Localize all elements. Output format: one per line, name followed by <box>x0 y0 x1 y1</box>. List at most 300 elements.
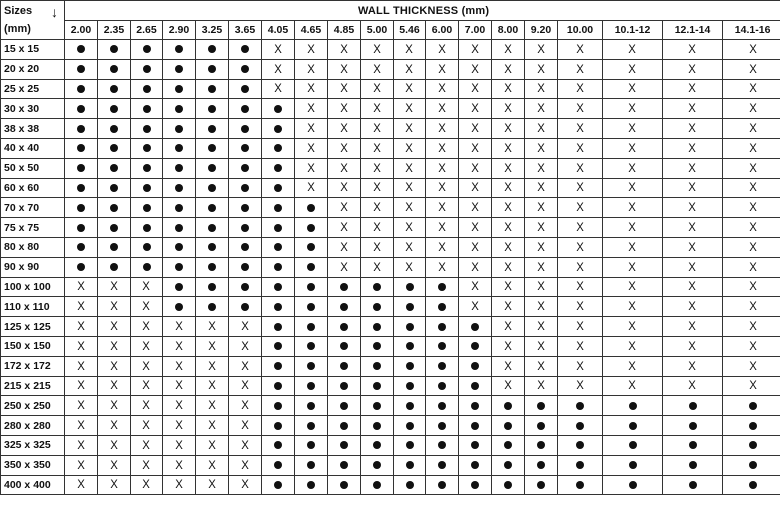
available-dot-icon <box>65 158 98 178</box>
available-dot-icon <box>262 218 295 238</box>
table-row <box>1 297 780 317</box>
available-dot-icon <box>426 297 459 317</box>
available-dot-icon <box>525 396 558 416</box>
size-label: 60 x 60 <box>1 178 65 198</box>
dot-icon <box>241 85 249 93</box>
x-mark: X <box>77 398 85 413</box>
available-dot-icon <box>163 79 196 99</box>
available-dot-icon <box>196 218 229 238</box>
not-available-cell <box>131 376 163 396</box>
x-mark: X <box>504 121 512 136</box>
available-dot-icon <box>295 396 328 416</box>
not-available-cell <box>163 455 196 475</box>
available-dot-icon <box>229 198 262 218</box>
available-dot-icon <box>361 396 394 416</box>
dot-icon <box>340 402 348 410</box>
available-dot-icon <box>723 475 780 495</box>
not-available-cell <box>723 317 780 337</box>
x-mark: X <box>340 160 348 175</box>
available-dot-icon <box>603 396 663 416</box>
not-available-cell <box>328 119 361 139</box>
available-dot-icon <box>663 455 723 475</box>
x-mark: X <box>241 319 249 334</box>
x-mark: X <box>576 101 584 116</box>
not-available-cell <box>131 277 163 297</box>
not-available-cell <box>723 198 780 218</box>
available-dot-icon <box>163 59 196 79</box>
size-label: 250 x 250 <box>1 396 65 416</box>
x-mark: X <box>688 259 697 274</box>
not-available-cell <box>328 198 361 218</box>
thickness-header-cell: 2.35 <box>98 21 131 40</box>
dot-icon <box>241 45 249 53</box>
x-mark: X <box>748 319 757 334</box>
available-dot-icon <box>295 455 328 475</box>
not-available-cell <box>394 40 426 60</box>
dot-icon <box>175 303 183 311</box>
x-mark: X <box>208 378 216 393</box>
dot-icon <box>406 283 414 291</box>
dot-icon <box>241 105 249 113</box>
not-available-cell <box>328 40 361 60</box>
not-available-cell <box>603 198 663 218</box>
not-available-cell <box>459 237 492 257</box>
x-mark: X <box>748 239 757 254</box>
not-available-cell <box>163 435 196 455</box>
dot-icon <box>110 164 118 172</box>
available-dot-icon <box>394 475 426 495</box>
dot-icon <box>471 461 479 469</box>
not-available-cell <box>394 59 426 79</box>
x-mark: X <box>504 81 512 96</box>
dot-icon <box>307 224 315 232</box>
dot-icon <box>143 144 151 152</box>
not-available-cell <box>663 356 723 376</box>
not-available-cell <box>196 416 229 436</box>
not-available-cell <box>394 79 426 99</box>
available-dot-icon <box>163 138 196 158</box>
x-mark: X <box>748 101 757 116</box>
dot-icon <box>373 461 381 469</box>
dot-icon <box>77 243 85 251</box>
dot-icon <box>175 243 183 251</box>
x-mark: X <box>504 279 512 294</box>
thickness-header-cell: 4.05 <box>262 21 295 40</box>
available-dot-icon <box>65 99 98 119</box>
dot-icon <box>307 461 315 469</box>
size-label: 100 x 100 <box>1 277 65 297</box>
dot-icon <box>749 461 757 469</box>
not-available-cell <box>229 356 262 376</box>
x-mark: X <box>628 41 637 56</box>
dot-icon <box>307 362 315 370</box>
not-available-cell <box>131 297 163 317</box>
dot-icon <box>576 461 584 469</box>
available-dot-icon <box>426 277 459 297</box>
size-label: 400 x 400 <box>1 475 65 495</box>
x-mark: X <box>208 319 216 334</box>
available-dot-icon <box>328 277 361 297</box>
x-mark: X <box>438 41 446 56</box>
not-available-cell <box>196 317 229 337</box>
x-mark: X <box>504 160 512 175</box>
x-mark: X <box>628 160 637 175</box>
x-mark: X <box>688 81 697 96</box>
not-available-cell <box>663 257 723 277</box>
x-mark: X <box>110 418 118 433</box>
not-available-cell <box>196 475 229 495</box>
dot-icon <box>340 382 348 390</box>
x-mark: X <box>142 477 151 492</box>
not-available-cell <box>603 59 663 79</box>
not-available-cell <box>131 475 163 495</box>
dot-icon <box>77 105 85 113</box>
not-available-cell <box>603 336 663 356</box>
dot-icon <box>307 283 315 291</box>
size-label: 280 x 280 <box>1 416 65 436</box>
available-dot-icon <box>328 336 361 356</box>
x-mark: X <box>537 41 545 56</box>
dot-icon <box>438 481 446 489</box>
dot-icon <box>241 283 249 291</box>
x-mark: X <box>748 81 757 96</box>
available-dot-icon <box>361 376 394 396</box>
available-dot-icon <box>394 336 426 356</box>
not-available-cell <box>723 257 780 277</box>
not-available-cell <box>459 99 492 119</box>
x-mark: X <box>576 41 584 56</box>
dot-icon <box>373 382 381 390</box>
not-available-cell <box>492 158 525 178</box>
available-dot-icon <box>196 297 229 317</box>
table-row <box>1 79 780 99</box>
x-mark: X <box>373 200 381 215</box>
not-available-cell <box>65 336 98 356</box>
available-dot-icon <box>262 317 295 337</box>
x-mark: X <box>241 418 249 433</box>
available-dot-icon <box>295 317 328 337</box>
dot-icon <box>438 382 446 390</box>
available-dot-icon <box>603 475 663 495</box>
available-dot-icon <box>295 198 328 218</box>
x-mark: X <box>748 180 757 195</box>
x-mark: X <box>241 398 249 413</box>
x-mark: X <box>576 160 584 175</box>
not-available-cell <box>65 297 98 317</box>
not-available-cell <box>558 79 603 99</box>
dot-icon <box>143 204 151 212</box>
not-available-cell <box>663 198 723 218</box>
available-dot-icon <box>262 356 295 376</box>
available-dot-icon <box>492 416 525 436</box>
available-dot-icon <box>459 396 492 416</box>
x-mark: X <box>142 418 151 433</box>
not-available-cell <box>603 79 663 99</box>
x-mark: X <box>628 279 637 294</box>
x-mark: X <box>373 140 381 155</box>
available-dot-icon <box>394 277 426 297</box>
dot-icon <box>689 481 697 489</box>
not-available-cell <box>525 218 558 238</box>
dot-icon <box>307 303 315 311</box>
available-dot-icon <box>196 158 229 178</box>
available-dot-icon <box>65 178 98 198</box>
dot-icon <box>307 441 315 449</box>
dot-icon <box>274 224 282 232</box>
dot-icon <box>537 422 545 430</box>
size-label: 110 x 110 <box>1 297 65 317</box>
available-dot-icon <box>196 257 229 277</box>
dot-icon <box>208 283 216 291</box>
x-mark: X <box>142 358 151 373</box>
available-dot-icon <box>262 396 295 416</box>
dot-icon <box>143 224 151 232</box>
x-mark: X <box>208 457 216 472</box>
not-available-cell <box>723 59 780 79</box>
dot-icon <box>241 204 249 212</box>
x-mark: X <box>208 437 216 452</box>
not-available-cell <box>361 59 394 79</box>
not-available-cell <box>163 416 196 436</box>
dot-icon <box>406 461 414 469</box>
available-dot-icon <box>723 416 780 436</box>
x-mark: X <box>537 101 545 116</box>
thickness-header-cell: 2.00 <box>65 21 98 40</box>
x-mark: X <box>471 81 479 96</box>
x-mark: X <box>307 81 315 96</box>
dot-icon <box>689 441 697 449</box>
not-available-cell <box>426 178 459 198</box>
table-row <box>1 218 780 238</box>
available-dot-icon <box>295 257 328 277</box>
available-dot-icon <box>492 396 525 416</box>
available-dot-icon <box>229 158 262 178</box>
dot-icon <box>471 362 479 370</box>
x-mark: X <box>628 140 637 155</box>
not-available-cell <box>558 138 603 158</box>
dot-icon <box>471 402 479 410</box>
x-mark: X <box>471 239 479 254</box>
available-dot-icon <box>426 356 459 376</box>
available-dot-icon <box>723 435 780 455</box>
size-label: 350 x 350 <box>1 455 65 475</box>
not-available-cell <box>603 40 663 60</box>
dot-icon <box>208 303 216 311</box>
x-mark: X <box>537 299 545 314</box>
x-mark: X <box>628 319 637 334</box>
not-available-cell <box>525 237 558 257</box>
not-available-cell <box>525 336 558 356</box>
table-row <box>1 198 780 218</box>
not-available-cell <box>295 158 328 178</box>
available-dot-icon <box>295 237 328 257</box>
x-mark: X <box>175 457 183 472</box>
available-dot-icon <box>131 79 163 99</box>
x-mark: X <box>537 358 545 373</box>
x-mark: X <box>175 477 183 492</box>
x-mark: X <box>688 378 697 393</box>
available-dot-icon <box>328 455 361 475</box>
available-dot-icon <box>459 416 492 436</box>
dot-icon <box>438 323 446 331</box>
table-body <box>1 40 780 495</box>
dot-icon <box>175 65 183 73</box>
not-available-cell <box>459 277 492 297</box>
x-mark: X <box>307 121 315 136</box>
available-dot-icon <box>295 376 328 396</box>
table-row <box>1 119 780 139</box>
not-available-cell <box>426 257 459 277</box>
dot-icon <box>241 65 249 73</box>
x-mark: X <box>241 457 249 472</box>
not-available-cell <box>723 356 780 376</box>
x-mark: X <box>77 358 85 373</box>
x-mark: X <box>373 160 381 175</box>
x-mark: X <box>110 378 118 393</box>
x-mark: X <box>110 319 118 334</box>
available-dot-icon <box>262 277 295 297</box>
x-mark: X <box>504 41 512 56</box>
available-dot-icon <box>525 475 558 495</box>
x-mark: X <box>340 180 348 195</box>
available-dot-icon <box>459 356 492 376</box>
x-mark: X <box>142 437 151 452</box>
x-mark: X <box>438 180 446 195</box>
available-dot-icon <box>163 218 196 238</box>
x-mark: X <box>208 338 216 353</box>
dot-icon <box>576 422 584 430</box>
x-mark: X <box>373 180 381 195</box>
not-available-cell <box>394 198 426 218</box>
not-available-cell <box>492 59 525 79</box>
x-mark: X <box>576 358 584 373</box>
dot-icon <box>208 85 216 93</box>
not-available-cell <box>663 178 723 198</box>
available-dot-icon <box>262 158 295 178</box>
x-mark: X <box>405 239 414 254</box>
x-mark: X <box>208 398 216 413</box>
not-available-cell <box>131 435 163 455</box>
available-dot-icon <box>295 218 328 238</box>
not-available-cell <box>98 317 131 337</box>
not-available-cell <box>98 336 131 356</box>
dot-icon <box>504 402 512 410</box>
dot-icon <box>373 422 381 430</box>
x-mark: X <box>405 200 414 215</box>
not-available-cell <box>492 297 525 317</box>
not-available-cell <box>65 475 98 495</box>
x-mark: X <box>110 437 118 452</box>
dot-icon <box>110 125 118 133</box>
x-mark: X <box>504 200 512 215</box>
x-mark: X <box>537 81 545 96</box>
mm-label: (mm) <box>4 23 31 35</box>
x-mark: X <box>175 338 183 353</box>
header-row-thickness <box>1 21 780 40</box>
x-mark: X <box>537 239 545 254</box>
dot-icon <box>340 283 348 291</box>
available-dot-icon <box>65 198 98 218</box>
available-dot-icon <box>723 455 780 475</box>
dot-icon <box>471 441 479 449</box>
dot-icon <box>241 263 249 271</box>
dot-icon <box>77 164 85 172</box>
x-mark: X <box>77 338 85 353</box>
dot-icon <box>406 303 414 311</box>
x-mark: X <box>471 140 479 155</box>
not-available-cell <box>492 257 525 277</box>
x-mark: X <box>748 220 757 235</box>
available-dot-icon <box>131 99 163 119</box>
available-dot-icon <box>262 336 295 356</box>
dot-icon <box>438 422 446 430</box>
available-dot-icon <box>131 198 163 218</box>
dot-icon <box>340 481 348 489</box>
x-mark: X <box>405 220 414 235</box>
available-dot-icon <box>394 455 426 475</box>
not-available-cell <box>492 317 525 337</box>
dot-icon <box>504 461 512 469</box>
size-label: 125 x 125 <box>1 317 65 337</box>
dot-icon <box>175 164 183 172</box>
header-row-title <box>1 1 780 21</box>
x-mark: X <box>142 338 151 353</box>
size-label: 150 x 150 <box>1 336 65 356</box>
not-available-cell <box>229 396 262 416</box>
dot-icon <box>110 85 118 93</box>
available-dot-icon <box>163 99 196 119</box>
not-available-cell <box>65 396 98 416</box>
thickness-header-cell: 10.1-12 <box>603 21 663 40</box>
x-mark: X <box>537 140 545 155</box>
x-mark: X <box>274 61 282 76</box>
x-mark: X <box>110 338 118 353</box>
not-available-cell <box>723 79 780 99</box>
dot-icon <box>110 243 118 251</box>
x-mark: X <box>628 61 637 76</box>
x-mark: X <box>688 279 697 294</box>
x-mark: X <box>175 319 183 334</box>
dot-icon <box>406 422 414 430</box>
dot-icon <box>438 402 446 410</box>
dot-icon <box>241 243 249 251</box>
dot-icon <box>576 402 584 410</box>
dot-icon <box>208 45 216 53</box>
x-mark: X <box>576 140 584 155</box>
available-dot-icon <box>98 178 131 198</box>
not-available-cell <box>394 119 426 139</box>
not-available-cell <box>663 277 723 297</box>
not-available-cell <box>98 435 131 455</box>
not-available-cell <box>558 198 603 218</box>
x-mark: X <box>110 279 118 294</box>
not-available-cell <box>328 99 361 119</box>
available-dot-icon <box>131 119 163 139</box>
available-dot-icon <box>459 317 492 337</box>
x-mark: X <box>504 378 512 393</box>
not-available-cell <box>163 475 196 495</box>
available-dot-icon <box>525 435 558 455</box>
not-available-cell <box>98 376 131 396</box>
size-label: 20 x 20 <box>1 59 65 79</box>
x-mark: X <box>748 41 757 56</box>
available-dot-icon <box>131 218 163 238</box>
available-dot-icon <box>196 79 229 99</box>
x-mark: X <box>628 259 637 274</box>
available-dot-icon <box>98 40 131 60</box>
available-dot-icon <box>262 455 295 475</box>
not-available-cell <box>603 376 663 396</box>
